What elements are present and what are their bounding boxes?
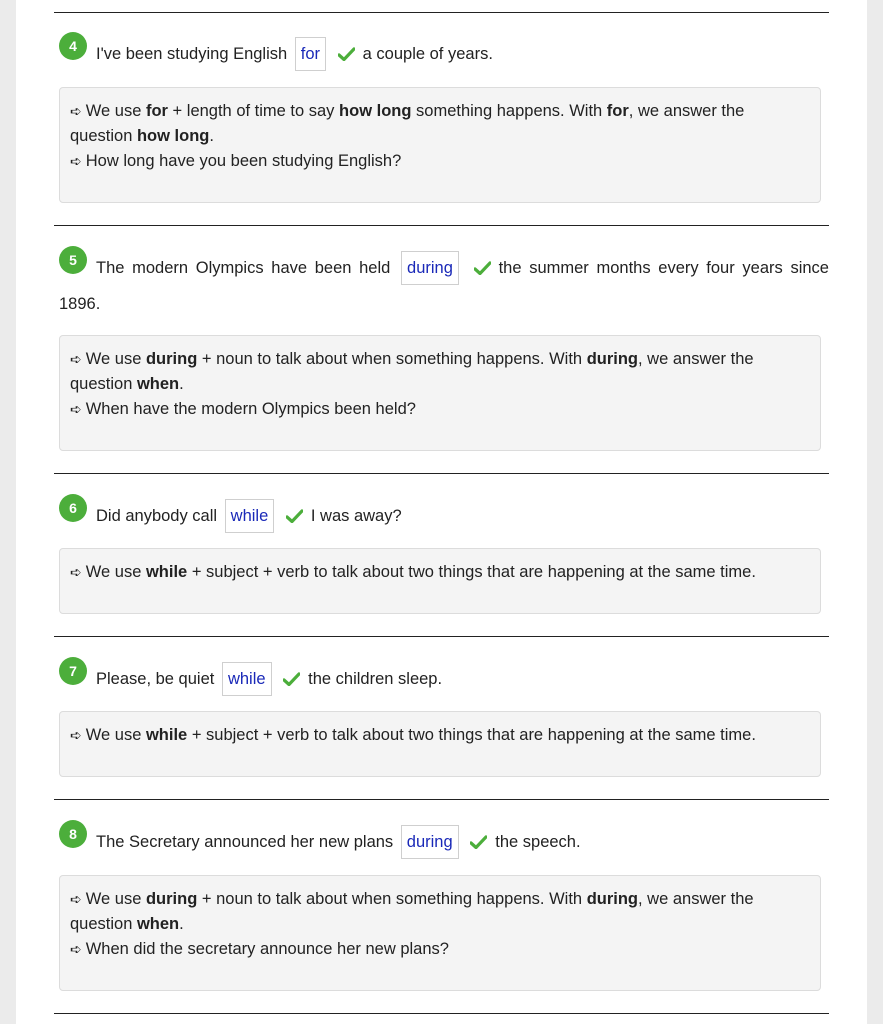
explanation-line: question how long. [70, 127, 214, 145]
checkmark-icon [474, 253, 491, 287]
question-text-after: the children sleep. [308, 670, 443, 688]
arrow-icon: ➪ [70, 401, 82, 417]
explanation-line: question when. [70, 915, 184, 933]
explanation-line: ➪ We use during + noun to talk about when something happens. With during, we answer the [70, 350, 754, 368]
question-number-badge: 6 [59, 494, 87, 522]
explanation-box [59, 335, 821, 451]
arrow-icon: ➪ [70, 727, 82, 743]
answer-box[interactable]: during [401, 251, 459, 285]
question-line [59, 657, 829, 696]
explanation-box [59, 87, 821, 203]
explanation-line: ➪ When did the secretary announce her new plans? [70, 940, 449, 958]
divider [54, 799, 829, 800]
question-text-after: the summer months every four years since 1896. [59, 259, 829, 313]
exercise-page [16, 0, 867, 1024]
question-text-before: The modern Olympics have been held [96, 259, 391, 277]
checkmark-icon [286, 506, 303, 531]
divider [54, 225, 829, 226]
divider [54, 636, 829, 637]
divider [54, 473, 829, 474]
question-text-after: a couple of years. [362, 45, 493, 63]
divider [54, 12, 829, 13]
arrow-icon: ➪ [70, 153, 82, 169]
question-text-before: Did anybody call [96, 507, 218, 525]
explanation-line: ➪ We use for + length of time to say how long something happens. With for, we answer the [70, 102, 745, 120]
question-number-badge: 5 [59, 246, 87, 274]
question-number-badge: 7 [59, 657, 87, 685]
arrow-icon: ➪ [70, 103, 82, 119]
checkmark-icon [283, 669, 300, 694]
arrow-icon: ➪ [70, 891, 82, 907]
question-line [59, 246, 829, 321]
explanation-box [59, 711, 821, 777]
arrow-icon: ➪ [70, 351, 82, 367]
divider [54, 1013, 829, 1014]
explanation-line: ➪ We use during + noun to talk about when something happens. With during, we answer the [70, 890, 754, 908]
question-text-before: The Secretary announced her new plans [96, 833, 394, 851]
question-text-before: I've been studying English [96, 45, 288, 63]
explanation-line: ➪ We use while + subject + verb to talk about two things that are happening at the same time. [70, 726, 756, 744]
answer-box[interactable]: while [225, 499, 275, 533]
question-line [59, 494, 829, 533]
explanation-line: ➪ How long have you been studying English? [70, 152, 402, 170]
arrow-icon: ➪ [70, 941, 82, 957]
explanation-box [59, 548, 821, 614]
question-text-before: Please, be quiet [96, 670, 215, 688]
answer-box[interactable]: for [295, 37, 326, 71]
arrow-icon: ➪ [70, 564, 82, 580]
explanation-line: ➪ We use while + subject + verb to talk about two things that are happening at the same time. [70, 563, 756, 581]
explanation-box [59, 875, 821, 991]
question-text-after: the speech. [495, 833, 581, 851]
question-number-badge: 4 [59, 32, 87, 60]
question-text-after: I was away? [310, 507, 402, 525]
question-line [59, 820, 829, 859]
answer-box[interactable]: during [401, 825, 459, 859]
question-number-badge: 8 [59, 820, 87, 848]
explanation-line: question when. [70, 375, 184, 393]
explanation-line: ➪ When have the modern Olympics been held? [70, 400, 416, 418]
answer-box[interactable]: while [222, 662, 272, 696]
checkmark-icon [470, 832, 487, 857]
question-line [59, 32, 829, 71]
checkmark-icon [338, 44, 355, 69]
